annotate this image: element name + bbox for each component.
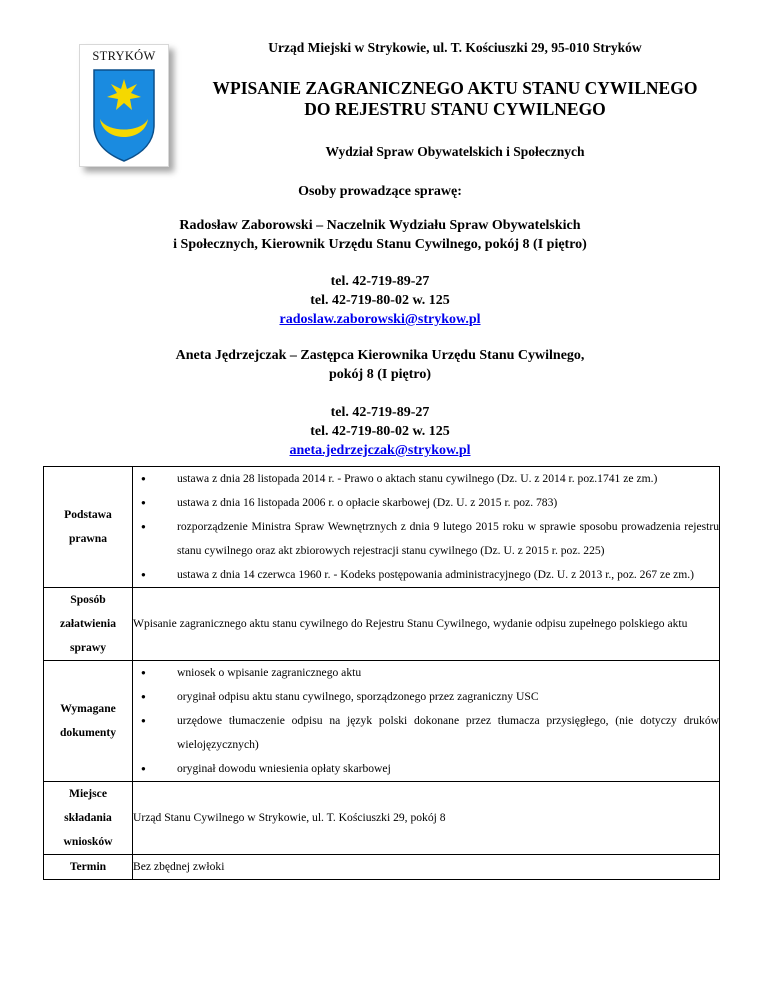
label-legal-basis — [44, 467, 133, 588]
person1-line2: i Społecznych, Kierownik Urzędu Stanu Cywilnego, pokój 8 (I piętro) — [173, 237, 587, 252]
row-deadline — [44, 855, 720, 880]
shield-icon — [91, 67, 157, 163]
label-place — [44, 782, 133, 855]
procedure-table — [43, 466, 720, 880]
row-method — [44, 588, 720, 661]
label-method-line3: sprawy — [69, 641, 107, 654]
label-legal-basis-line1: Podstawa — [64, 508, 112, 521]
person2-phone2: tel. 42-719-80-02 w. 125 — [310, 424, 450, 439]
document-item: ● oryginał odpisu aktu stanu cywilnego, sporządzonego przez zagraniczny USC — [133, 685, 719, 709]
label-place-line2: składania — [64, 811, 112, 824]
coat-of-arms — [79, 44, 169, 167]
person1-phone2: tel. 42-719-80-02 w. 125 — [310, 293, 450, 308]
person1-phone1: tel. 42-719-89-27 — [330, 274, 430, 289]
title-line-1: WPISANIE ZAGRANICZNEGO AKTU STANU CYWILNEGO — [212, 78, 698, 98]
document-item: ● urzędowe tłumaczenie odpisu na język polski dokonane przez tłumacza przysięgłego, (nie dotyczy druków wielojęzycznych) — [133, 709, 719, 757]
department-name: Wydział Spraw Obywatelskich i Społecznych — [325, 144, 585, 159]
legal-basis-item: ● ustawa z dnia 28 listopada 2014 r. - Prawo o aktach stanu cywilnego (Dz. U. z 2014 r. poz.1741 ze zm.) — [133, 467, 719, 491]
crest-town-name: STRYKÓW — [92, 49, 156, 63]
legal-basis-content — [133, 467, 720, 588]
label-method — [44, 588, 133, 661]
label-deadline: Termin — [44, 855, 133, 880]
title-line-2: DO REJESTRU STANU CYWILNEGO — [304, 99, 606, 119]
person2-email-link[interactable]: aneta.jedrzejczak@strykow.pl — [289, 443, 471, 458]
document-item: ● oryginał dowodu wniesienia opłaty skarbowej — [133, 757, 719, 781]
page-title — [185, 78, 725, 120]
document-item: ● wniosek o wpisanie zagranicznego aktu — [133, 661, 719, 685]
label-method-line2: załatwienia — [59, 617, 117, 630]
legal-basis-item: ● ustawa z dnia 16 listopada 2006 r. o opłacie skarbowej (Dz. U. z 2015 r. poz. 783) — [133, 491, 719, 515]
label-documents-line1: Wymagane — [60, 702, 116, 715]
person1-email-link[interactable]: radoslaw.zaborowski@strykow.pl — [279, 312, 481, 327]
person2-phone1: tel. 42-719-89-27 — [330, 405, 430, 420]
legal-basis-item: ● rozporządzenie Ministra Spraw Wewnętrznych z dnia 9 lutego 2015 roku w sprawie sposobu prowadzenia rejestru stanu cywilnego oraz akt zbiorowych rejestracji stanu cywilnego (Dz. U. z 2015 r. poz. 225) — [133, 515, 719, 563]
person2-line2: pokój 8 (I piętro) — [328, 367, 432, 382]
person1-contact — [60, 272, 700, 329]
person1-line1: Radosław Zaborowski – Naczelnik Wydziału Spraw Obywatelskich — [179, 218, 581, 233]
label-documents — [44, 661, 133, 782]
legal-basis-item: ● ustawa z dnia 14 czerwca 1960 r. - Kodeks postępowania administracyjnego (Dz. U. z 2013 r., poz. 267 ze zm.) — [133, 563, 719, 587]
person2-block — [60, 346, 700, 384]
label-place-line3: wniosków — [63, 835, 113, 848]
row-place — [44, 782, 720, 855]
persons-heading: Osoby prowadzące sprawę: — [298, 184, 462, 199]
row-documents — [44, 661, 720, 782]
deadline-content: Bez zbędnej zwłoki — [133, 855, 720, 880]
label-place-line1: Miejsce — [69, 787, 107, 800]
person2-line1: Aneta Jędrzejczak – Zastępca Kierownika Urzędu Stanu Cywilnego, — [175, 348, 585, 363]
label-method-line1: Sposób — [70, 593, 106, 606]
person1-block — [60, 216, 700, 254]
office-address: Urząd Miejski w Strykowie, ul. T. Kościuszki 29, 95-010 Stryków — [268, 40, 642, 55]
documents-content — [133, 661, 720, 782]
person2-contact — [60, 403, 700, 460]
place-content: Urząd Stanu Cywilnego w Strykowie, ul. T. Kościuszki 29, pokój 8 — [133, 782, 720, 855]
method-content: Wpisanie zagranicznego aktu stanu cywilnego do Rejestru Stanu Cywilnego, wydanie odpisu zupełnego polskiego aktu — [133, 588, 720, 661]
label-documents-line2: dokumenty — [59, 726, 117, 739]
row-legal-basis — [44, 467, 720, 588]
label-legal-basis-line2: prawna — [68, 532, 107, 545]
